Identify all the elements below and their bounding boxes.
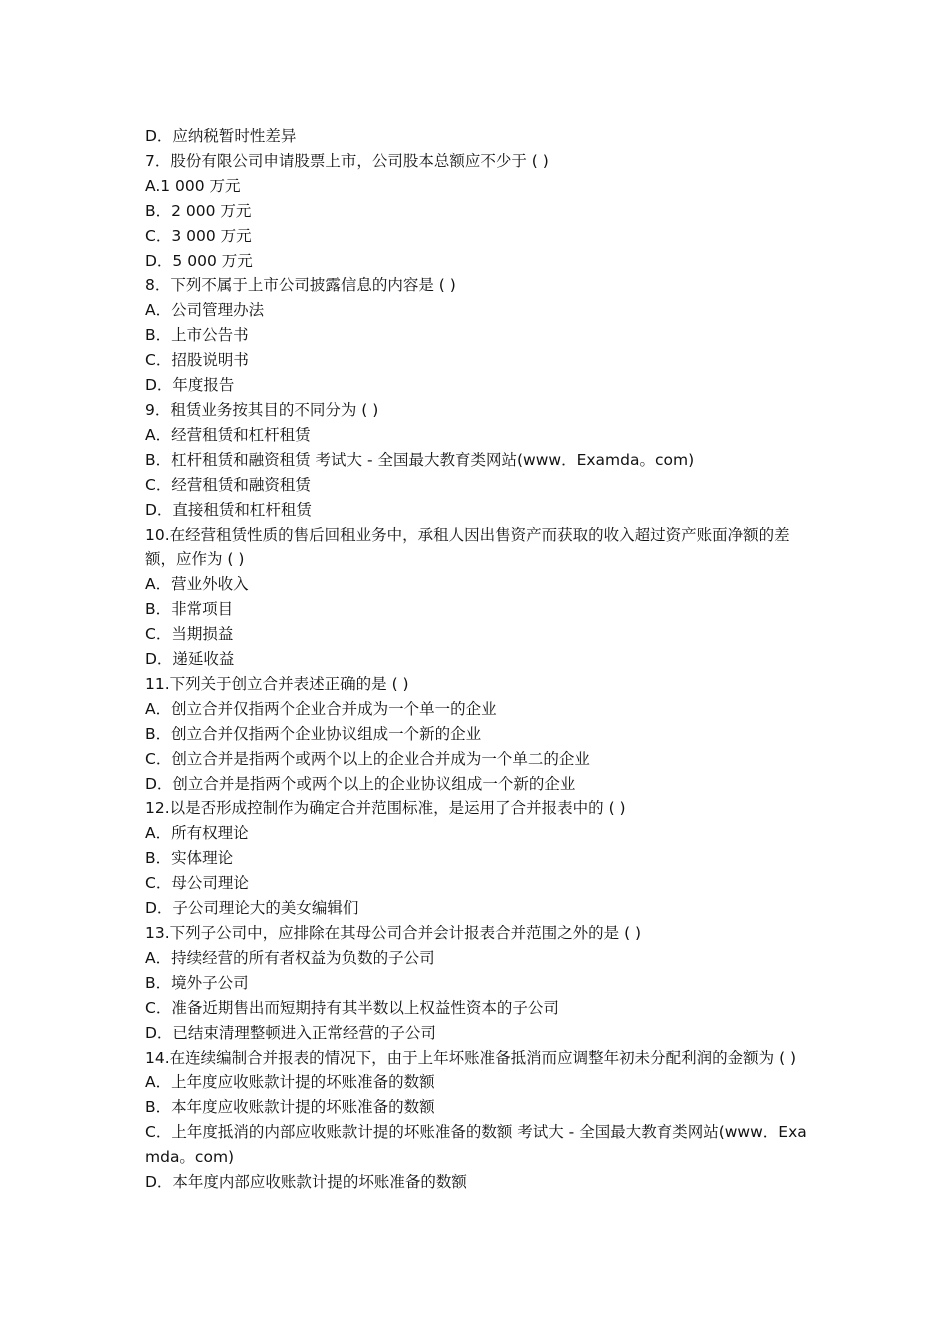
option-line: D．直接租赁和杠杆租赁	[145, 500, 312, 519]
option-line: A．所有权理论	[145, 824, 249, 843]
option-line: A．持续经营的所有者权益为负数的子公司	[145, 948, 435, 967]
option-line: B．本年度应收账款计提的坏账准备的数额	[145, 1098, 435, 1117]
option-line: A．营业外收入	[145, 575, 249, 594]
option-line: A．公司管理办法	[145, 301, 265, 320]
option-line: C．招股说明书	[145, 351, 249, 370]
option-line: C．创立合并是指两个或两个以上的企业合并成为一个单二的企业	[145, 749, 590, 768]
option-line: A．经营租赁和杠杆租赁	[145, 425, 311, 444]
option-line: C．当期损益	[145, 625, 234, 644]
question-line: 8．下列不属于上市公司披露信息的内容是 ( )	[145, 276, 456, 295]
option-line: B．实体理论	[145, 849, 234, 868]
option-line: B．2 000 万元	[145, 201, 252, 220]
option-line: B．境外子公司	[145, 973, 249, 992]
option-line: D．年度报告	[145, 376, 235, 395]
question-line: 7．股份有限公司申请股票上市，公司股本总额应不少于 ( )	[145, 151, 549, 170]
question-line: 13.下列子公司中，应排除在其母公司合并会计报表合并范围之外的是 ( )	[145, 924, 642, 942]
option-line: C．上年度抵消的内部应收账款计提的坏账准备的数额 考试大 - 全国最大教育类网站(www．Examda。com)	[145, 1123, 807, 1167]
question-line: 9．租赁业务按其目的不同分为 ( )	[145, 400, 379, 419]
option-line: D．已结束清理整顿进入正常经营的子公司	[145, 1023, 436, 1042]
question-line: 12.以是否形成控制作为确定合并范围标准，是运用了合并报表中的 ( )	[145, 799, 626, 818]
option-line: D．创立合并是指两个或两个以上的企业协议组成一个新的企业	[145, 774, 576, 793]
option-line: A.1 000 万元	[145, 176, 241, 195]
option-line: D．递延收益	[145, 650, 235, 669]
option-line: A．上年度应收账款计提的坏账准备的数额	[145, 1073, 435, 1092]
question-line: 11.下列关于创立合并表述正确的是 ( )	[145, 674, 409, 693]
option-line: D．5 000 万元	[145, 251, 253, 270]
option-line: C．母公司理论	[145, 874, 249, 893]
question-line: 10.在经营租赁性质的售后回租业务中，承租人因出售资产而获取的收入超过资产账面净额的差额，应作为 ( )	[145, 525, 790, 569]
option-line: C．3 000 万元	[145, 226, 252, 245]
option-line: B．创立合并仅指两个企业协议组成一个新的企业	[145, 724, 482, 743]
option-line: D．本年度内部应收账款计提的坏账准备的数额	[145, 1173, 467, 1192]
option-line: D．子公司理论大的美女编辑们	[145, 899, 359, 918]
option-line: A．创立合并仅指两个企业合并成为一个单一的企业	[145, 699, 497, 718]
option-line: B．非常项目	[145, 600, 234, 619]
document-body	[145, 124, 815, 1195]
option-line: B．上市公告书	[145, 326, 249, 345]
option-line: D．应纳税暂时性差异	[145, 127, 297, 145]
option-line: B．杠杆租赁和融资租赁 考试大 - 全国最大教育类网站(www．Examda。com)	[145, 450, 695, 469]
question-line: 14.在连续编制合并报表的情况下，由于上年坏账准备抵消而应调整年初未分配利润的金额为 ( )	[145, 1048, 797, 1067]
option-line: C．经营租赁和融资租赁	[145, 475, 311, 494]
option-line: C．准备近期售出而短期持有其半数以上权益性资本的子公司	[145, 998, 559, 1017]
